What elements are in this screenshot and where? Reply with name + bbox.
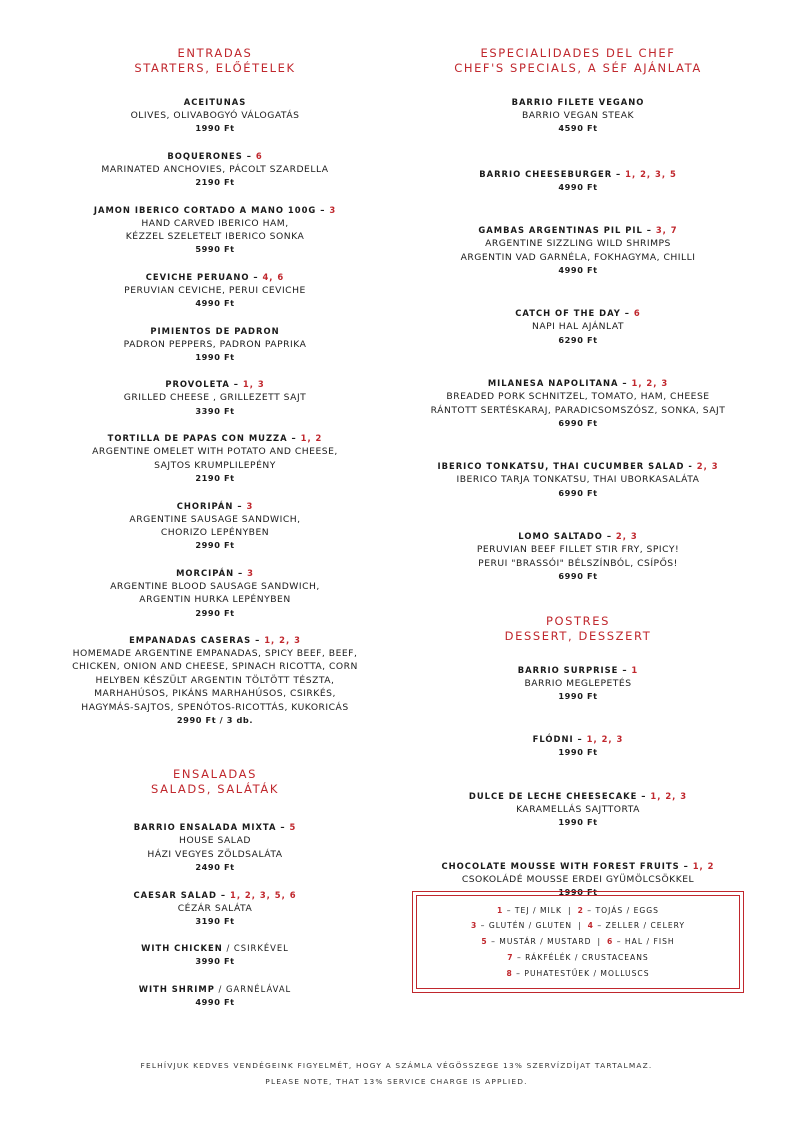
- item-allergens: 1, 2: [692, 860, 715, 871]
- section-title-line: ENSALADAS: [172, 767, 257, 782]
- menu-item: [410, 790, 746, 830]
- item-name: [410, 530, 746, 543]
- item-description: KARAMELLÁS SAJTTORTA: [516, 803, 640, 815]
- legend-line: [506, 966, 649, 982]
- menu-section: [410, 614, 746, 900]
- item-price: 4590 Ft: [558, 123, 598, 134]
- item-allergens: 6: [633, 308, 641, 319]
- footer-line-hu: FELHÍVJUK KEDVES VENDÉGEINK FIGYELMÉT, HOGY A SZÁMLA VÉGÖSSZEGE 13% SZERVÍZDÍJAT TARTALMAZ.: [140, 1061, 653, 1070]
- item-price: 2190 Ft: [195, 473, 235, 484]
- allergen-label: – MUSTÁR / MUSTARD: [487, 937, 592, 947]
- item-description: KÉZZEL SZELETELT IBERICO SONKA: [125, 231, 305, 243]
- item-name-text: PIMIENTOS DE PADRON: [150, 325, 280, 336]
- item-price: 4990 Ft: [558, 265, 598, 276]
- section-title-line: POSTRES: [545, 613, 611, 628]
- section-title-line: ENTRADAS: [177, 46, 253, 60]
- item-description: ARGENTINE SAUSAGE SANDWICH,: [129, 513, 301, 525]
- section-title: [410, 46, 746, 76]
- item-price: 3990 Ft: [195, 956, 235, 967]
- legend-separator: |: [578, 921, 582, 931]
- legend-separator: |: [568, 905, 572, 915]
- item-price: 6990 Ft: [558, 571, 598, 582]
- item-price: 4990 Ft: [195, 298, 235, 309]
- item-allergens: 6: [255, 150, 263, 161]
- item-name-text: BOQUERONES –: [167, 150, 256, 161]
- item-description: HAND CARVED IBERICO HAM,: [141, 217, 289, 229]
- item-name-text: EMPANADAS CASERAS –: [129, 634, 265, 645]
- item-description: PERUVIAN CEVICHE, PERUI CEVICHE: [124, 284, 306, 296]
- item-price: 2990 Ft: [195, 540, 235, 551]
- item-name-sub: / GARNÉLÁVAL: [214, 983, 292, 994]
- allergen-label: – PUHATESTŰEK / MOLLUSCS: [512, 968, 650, 978]
- right-column: [410, 46, 746, 899]
- item-name-text: BARRIO SURPRISE –: [517, 664, 632, 675]
- footer-note: [0, 1058, 793, 1090]
- item-description: CHICKEN, ONION AND CHEESE, SPINACH RICOTTA, CORN: [72, 661, 358, 673]
- item-description: SAJTOS KRUMPLILEPÉNY: [154, 459, 276, 471]
- item-name: [60, 96, 370, 109]
- item-price: 1990 Ft: [558, 886, 598, 897]
- item-allergens: 4, 6: [262, 271, 285, 282]
- item-name: [410, 664, 746, 677]
- item-description: MARINATED ANCHOVIES, PÁCOLT SZARDELLA: [101, 163, 329, 175]
- item-name: [60, 204, 370, 217]
- item-name: [60, 821, 370, 834]
- menu-item: [60, 325, 370, 365]
- item-allergens: 1, 2, 3: [650, 790, 688, 801]
- item-price: 2990 Ft / 3 db.: [176, 714, 254, 725]
- menu-item: [60, 983, 370, 1009]
- item-price: 3390 Ft: [195, 405, 235, 416]
- item-name-text: MILANESA NAPOLITANA –: [487, 378, 632, 389]
- item-allergens: 1, 2, 3, 5, 6: [230, 889, 297, 900]
- menu-item: [60, 500, 370, 553]
- item-description: ARGENTIN VAD GARNÉLA, FOKHAGYMA, CHILLI: [460, 251, 696, 263]
- item-name-text: BARRIO CHEESEBURGER –: [479, 168, 626, 179]
- item-description: ARGENTIN HURKA LEPÉNYBEN: [139, 594, 291, 606]
- item-name: [60, 983, 370, 996]
- item-description: IBERICO TARJA TONKATSU, THAI UBORKASALÁTA: [456, 474, 700, 486]
- item-description: NAPI HAL AJÁNLAT: [531, 321, 625, 333]
- legend-line: [481, 934, 674, 950]
- item-name: [410, 377, 746, 390]
- item-description: HÁZI VEGYES ZÖLDSALÁTA: [147, 848, 283, 860]
- left-column: [60, 46, 370, 1009]
- item-name: [60, 942, 370, 955]
- allergen-label: – HAL / FISH: [613, 937, 675, 947]
- allergen-number: 2: [577, 905, 584, 915]
- item-description: CSOKOLÁDÉ MOUSSE ERDEI GYÜMÖLCSÖKKEL: [461, 873, 695, 885]
- legend-line: [507, 950, 649, 966]
- item-description: RÁNTOTT SERTÉSKARAJ, PARADICSOMSZÓSZ, SONKA, SAJT: [430, 404, 726, 416]
- item-price: 2490 Ft: [195, 862, 235, 873]
- item-description: ARGENTINE OMELET WITH POTATO AND CHEESE,: [92, 446, 338, 458]
- item-name: [60, 150, 370, 163]
- item-name-text: TORTILLA DE PAPAS CON MUZZA –: [107, 433, 301, 444]
- item-price: 1990 Ft: [558, 817, 598, 828]
- menu-section: [60, 46, 370, 727]
- item-price: 2990 Ft: [195, 607, 235, 618]
- item-name-text: CHOCOLATE MOUSSE WITH FOREST FRUITS –: [441, 860, 693, 871]
- menu-item: [410, 460, 746, 500]
- item-price: 4990 Ft: [558, 181, 598, 192]
- menu-item: [410, 377, 746, 430]
- item-allergens: 1, 2, 3: [586, 734, 624, 745]
- item-allergens: 1, 2: [300, 433, 323, 444]
- item-description: BARRIO VEGAN STEAK: [521, 110, 635, 121]
- item-description: ARGENTINE BLOOD SAUSAGE SANDWICH,: [110, 580, 320, 592]
- item-allergens: 3: [247, 567, 254, 578]
- item-allergens: 2, 3: [615, 531, 638, 542]
- item-name-text: CAESAR SALAD –: [133, 889, 230, 900]
- item-allergens: 3, 7: [655, 225, 678, 236]
- item-price: 4990 Ft: [195, 996, 235, 1007]
- item-description: HOUSE SALAD: [179, 835, 251, 847]
- item-allergens: 1, 2, 3, 5: [625, 168, 677, 179]
- item-allergens: 1, 2, 3: [631, 378, 669, 389]
- allergen-legend: [412, 891, 744, 993]
- item-price: 2190 Ft: [195, 177, 235, 188]
- item-name-text: CHORIPÁN –: [176, 500, 247, 511]
- item-description: CHORIZO LEPÉNYBEN: [160, 526, 270, 538]
- item-name-text: CATCH OF THE DAY –: [515, 308, 634, 319]
- item-description: HELYBEN KÉSZÜLT ARGENTIN TÖLTÖTT TÉSZTA,: [95, 674, 335, 686]
- item-name-text: IBERICO TONKATSU, THAI CUCUMBER SALAD -: [437, 461, 697, 472]
- item-name: [410, 307, 746, 320]
- menu-item: [410, 96, 746, 136]
- item-name-text: BARRIO FILETE VEGANO: [511, 97, 645, 107]
- item-description: PERUVIAN BEEF FILLET STIR FRY, SPICY!: [476, 544, 680, 556]
- item-description: PERUI "BRASSÓI" BÉLSZÍNBÓL, CSÍPŐS!: [478, 557, 678, 569]
- allergen-label: – TEJ / MILK: [503, 905, 562, 915]
- item-price: 1990 Ft: [558, 690, 598, 701]
- item-name: [410, 168, 746, 181]
- menu-item: [410, 733, 746, 759]
- menu-item: [410, 224, 746, 277]
- item-name-text: LOMO SALTADO –: [518, 531, 616, 542]
- item-name: [60, 378, 370, 391]
- allergen-label: – ZELLER / CELERY: [593, 921, 686, 931]
- item-price: 1990 Ft: [195, 352, 235, 363]
- allergen-label: – TOJÁS / EGGS: [583, 905, 659, 915]
- legend-line: [497, 903, 659, 919]
- item-price: 6990 Ft: [558, 418, 598, 429]
- item-name-text: BARRIO ENSALADA MIXTA –: [133, 822, 290, 833]
- allergen-label: – RÁKFÉLÉK / CRUSTACEANS: [513, 952, 649, 962]
- section-title-line: STARTERS, ELŐÉTELEK: [134, 61, 296, 75]
- item-allergens: 3: [329, 204, 337, 215]
- menu-item: [60, 821, 370, 874]
- item-price: 6990 Ft: [558, 487, 598, 498]
- allergen-number: 4: [587, 921, 594, 931]
- menu-item: [60, 432, 370, 485]
- item-price: 5990 Ft: [195, 244, 235, 255]
- item-name-text: PROVOLETA –: [165, 379, 243, 390]
- item-name: [60, 634, 370, 647]
- menu-item: [410, 168, 746, 194]
- item-name: [410, 790, 746, 803]
- item-price: 3190 Ft: [195, 916, 235, 926]
- menu-item: [410, 530, 746, 583]
- footer-line-en: PLEASE NOTE, THAT 13% SERVICE CHARGE IS APPLIED.: [265, 1077, 528, 1086]
- legend-separator: |: [597, 937, 602, 947]
- item-allergens: 1: [631, 664, 639, 675]
- item-name: [60, 889, 370, 902]
- menu-item: [60, 204, 370, 257]
- item-name: [60, 567, 370, 580]
- allergen-label: – GLUTÉN / GLUTEN: [477, 921, 573, 931]
- item-name-text: WITH SHRIMP: [138, 983, 215, 994]
- item-description: HOMEMADE ARGENTINE EMPANADAS, SPICY BEEF, BEEF,: [72, 647, 358, 659]
- menu-item: [60, 634, 370, 727]
- menu-item: [410, 307, 746, 347]
- section-title: [60, 46, 370, 76]
- menu-item: [60, 889, 370, 929]
- section-title-line: CHEF'S SPECIALS, A SÉF AJÁNLATA: [454, 61, 702, 75]
- section-title: [60, 767, 370, 797]
- item-price: 1990 Ft: [195, 123, 235, 134]
- item-allergens: 2, 3: [696, 461, 719, 472]
- item-name: [410, 733, 746, 746]
- item-name: [410, 224, 746, 237]
- item-name: [410, 96, 746, 109]
- item-name: [60, 271, 370, 284]
- item-name-text: WITH CHICKEN: [141, 943, 223, 954]
- item-name-text: JAMON IBERICO CORTADO A MANO 100G –: [93, 204, 330, 215]
- allergen-number: 8: [506, 968, 513, 978]
- allergen-legend-inner: [416, 895, 740, 989]
- item-name: [410, 860, 746, 873]
- item-name-text: FLÓDNI –: [532, 734, 587, 745]
- section-title-line: SALADS, SALÁTÁK: [151, 782, 279, 797]
- item-name: [60, 432, 370, 445]
- allergen-number: 6: [607, 937, 614, 947]
- item-description: GRILLED CHEESE , GRILLEZETT SAJT: [123, 392, 307, 404]
- item-name-text: DULCE DE LECHE CHEESECAKE –: [468, 790, 651, 801]
- item-name-text: MORCIPÁN –: [176, 567, 248, 578]
- item-price: 1990 Ft: [558, 747, 598, 758]
- menu-section: [60, 767, 370, 1009]
- menu-item: [60, 942, 370, 968]
- item-description: HAGYMÁS-SAJTOS, SPENÓTOS-RICOTTÁS, KUKORICÁS: [81, 701, 349, 713]
- item-name: [60, 325, 370, 338]
- allergen-number: 1: [497, 905, 504, 915]
- item-description: BREADED PORK SCHNITZEL, TOMATO, HAM, CHEESE: [446, 391, 710, 403]
- allergen-number: 7: [507, 952, 514, 962]
- allergen-number: 5: [481, 937, 488, 947]
- item-price: 6290 Ft: [558, 334, 598, 345]
- item-description: ARGENTINE SIZZLING WILD SHRIMPS: [485, 238, 671, 250]
- legend-line: [471, 918, 685, 934]
- menu-item: [410, 664, 746, 704]
- item-allergens: 3: [246, 500, 254, 511]
- item-name: [410, 460, 746, 473]
- menu-item: [60, 567, 370, 620]
- menu-item: [60, 271, 370, 311]
- section-title: [410, 614, 746, 644]
- item-description: OLIVES, OLIVABOGYÓ VÁLOGATÁS: [130, 110, 300, 121]
- item-description: CÉZÁR SALÁTA: [177, 902, 253, 914]
- item-name-text: ACEITUNAS: [183, 97, 247, 107]
- menu-item: [60, 378, 370, 418]
- item-description: BARRIO MEGLEPETÉS: [524, 677, 632, 689]
- section-title-line: ESPECIALIDADES DEL CHEF: [480, 46, 676, 60]
- section-title-line: DESSERT, DESSZERT: [504, 628, 652, 643]
- item-description: PADRON PEPPERS, PADRON PAPRIKA: [123, 338, 307, 350]
- menu-item: [60, 96, 370, 136]
- item-name-sub: / CSIRKÉVEL: [222, 943, 289, 954]
- item-allergens: 5: [289, 822, 297, 833]
- item-description: MARHAHÚSOS, PIKÁNS MARHAHÚSOS, CSIRKÉS,: [94, 688, 336, 700]
- item-allergens: 1, 2, 3: [264, 634, 301, 645]
- menu-item: [60, 150, 370, 190]
- item-name-text: GAMBAS ARGENTINAS PIL PIL –: [478, 225, 656, 236]
- item-name: [60, 500, 370, 513]
- item-allergens: 1, 3: [242, 379, 265, 390]
- item-name-text: CEVICHE PERUANO –: [145, 271, 263, 282]
- allergen-number: 3: [470, 921, 478, 931]
- menu-section: [410, 46, 746, 584]
